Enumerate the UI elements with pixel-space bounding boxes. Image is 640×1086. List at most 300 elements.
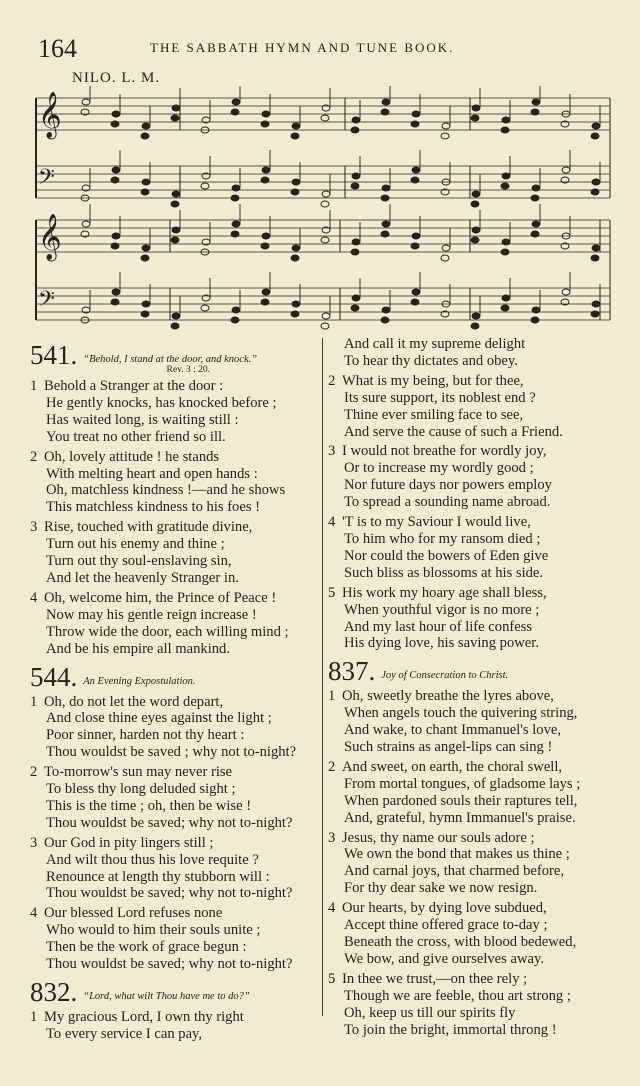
note-head <box>82 221 90 227</box>
note-head <box>142 123 150 129</box>
verse-line <box>328 336 613 353</box>
note-head <box>112 233 120 239</box>
verse-line <box>328 443 613 460</box>
line-text: And be his empire all mankind. <box>46 640 231 657</box>
verse-line <box>30 694 320 711</box>
treble-clef: 𝄞 <box>38 92 62 138</box>
verse-line <box>328 514 613 531</box>
note-head <box>171 115 179 121</box>
bass-clef: 𝄢 <box>38 165 55 195</box>
note-head <box>472 105 480 111</box>
stanza <box>328 336 613 370</box>
hymn-header <box>328 658 613 685</box>
line-text: And call it my supreme delight <box>344 336 526 352</box>
line-text: Oh, do not let the word depart, <box>44 693 224 710</box>
line-text: With melting heart and open hands : <box>46 465 258 482</box>
note-head <box>262 233 270 239</box>
line-text: Who would to him their souls unite ; <box>46 922 261 939</box>
line-text: And sweet, on earth, the choral swell, <box>342 758 563 775</box>
line-text: What is my being, but for thee, <box>342 372 524 389</box>
line-text: To join the bright, immortal throng ! <box>344 1021 557 1038</box>
note-head <box>351 127 359 133</box>
line-text: When pardoned souls their raptures tell, <box>344 792 578 809</box>
stanza <box>30 378 320 446</box>
verse-line <box>30 570 320 587</box>
stanza-number: 2 <box>328 758 336 775</box>
note-head <box>352 295 360 301</box>
verse-line <box>328 880 613 897</box>
note-head <box>201 305 209 311</box>
verse-line <box>328 830 613 847</box>
note-head <box>562 289 570 295</box>
stanza <box>30 519 320 587</box>
column-divider <box>322 338 323 1016</box>
note-head <box>291 189 299 195</box>
stanza-number: 4 <box>30 589 38 606</box>
line-text: And carnal joys, that charmed before, <box>344 863 565 880</box>
verse-line <box>30 815 320 832</box>
note-head <box>351 183 359 189</box>
note-head <box>562 167 570 173</box>
hymn-number: 541. <box>30 340 78 370</box>
note-head <box>232 307 240 313</box>
scripture-reference: Rev. 3 : 20. <box>166 365 210 375</box>
line-text: When youthful vigor is no more ; <box>344 601 540 618</box>
line-text: To him who for my ransom died ; <box>344 530 541 547</box>
line-text: My gracious Lord, I own thy right <box>44 1009 244 1025</box>
note-head <box>591 311 599 317</box>
line-text: He gently knocks, has knocked before ; <box>46 394 277 411</box>
note-head <box>201 183 209 189</box>
note-head <box>502 173 510 179</box>
verse-line <box>328 917 613 934</box>
line-text: Rise, touched with gratitude divine, <box>44 519 253 536</box>
line-text: Beneath the cross, with blood bedewed, <box>344 934 577 950</box>
line-text: And, grateful, hymn Immanuel's praise. <box>344 809 576 826</box>
line-text: In thee we trust,—on thee rely ; <box>342 970 528 987</box>
note-head <box>442 245 450 251</box>
verse-line <box>30 466 320 483</box>
line-text: To bless thy long deluded sight ; <box>46 781 236 798</box>
verse-line <box>30 727 320 744</box>
line-text: We own the bond that makes us thine ; <box>344 846 570 863</box>
stanza-number: 2 <box>30 448 38 465</box>
verse-line <box>328 1005 613 1022</box>
line-text: Oh, lovely attitude ! he stands <box>44 448 220 465</box>
note-head <box>292 245 300 251</box>
note-head <box>171 323 179 329</box>
note-head <box>352 117 360 123</box>
note-head <box>351 249 359 255</box>
stanza <box>328 443 613 511</box>
note-head <box>111 299 119 305</box>
line-text: Oh, matchless kindness !—and he shows <box>46 482 286 499</box>
stanza <box>328 373 613 441</box>
line-text: Such bliss as blossoms at his side. <box>344 564 544 581</box>
stanza-number: 4 <box>328 514 336 531</box>
stanza <box>30 694 320 762</box>
stanza-number: 1 <box>30 1009 38 1025</box>
note-head <box>291 311 299 317</box>
note-head <box>261 121 269 127</box>
note-head <box>322 313 330 319</box>
stanza-number: 1 <box>30 378 38 394</box>
line-text: Our hearts, by dying love subdued, <box>342 900 547 917</box>
note-head <box>501 127 509 133</box>
verse-line <box>30 835 320 852</box>
stanza <box>30 905 320 973</box>
verse-line <box>30 553 320 570</box>
verse-line <box>328 477 613 494</box>
line-text: Nor future days nor powers employ <box>344 477 552 494</box>
note-head <box>231 317 239 323</box>
stanza <box>328 971 613 1039</box>
stanza-number: 3 <box>30 834 38 851</box>
note-head <box>292 301 300 307</box>
verse-line <box>30 536 320 553</box>
note-head <box>291 255 299 261</box>
note-head <box>261 177 269 183</box>
note-head <box>381 109 389 115</box>
verse-line <box>30 781 320 798</box>
hymn-header <box>30 979 320 1006</box>
note-head <box>321 237 329 243</box>
line-text: To spread a sounding name abroad. <box>344 494 551 511</box>
note-head <box>262 111 270 117</box>
note-head <box>352 239 360 245</box>
hymn-title: “Behold, I stand at the door, and knock.” <box>83 354 258 365</box>
note-head <box>591 255 599 261</box>
verse-line <box>30 922 320 939</box>
note-head <box>262 289 270 295</box>
verse-line <box>30 429 320 446</box>
line-text: This matchless kindness to his foes ! <box>46 499 261 516</box>
verse-line <box>328 688 613 705</box>
line-text: You treat no other friend so ill. <box>46 428 226 445</box>
line-text: For thy dear sake we now resign. <box>344 880 538 897</box>
line-text: Our God in pity lingers still ; <box>44 834 214 851</box>
stanza <box>328 585 613 653</box>
line-text: And wilt thou thus his love requite ? <box>46 851 259 868</box>
verse-line <box>328 460 613 477</box>
stanza <box>30 590 320 658</box>
verse-line <box>30 412 320 429</box>
line-text: 'T is to my Saviour I would live, <box>342 514 531 531</box>
note-head <box>322 191 330 197</box>
line-text: To every service I can pay, <box>46 1025 203 1042</box>
note-head <box>352 173 360 179</box>
line-text: To hear thy dictates and obey. <box>344 352 518 369</box>
verse-line <box>30 905 320 922</box>
line-text: Thine ever smiling face to see, <box>344 406 524 423</box>
line-text: His dying love, his saving power. <box>344 635 539 652</box>
note-head <box>232 185 240 191</box>
note-head <box>321 201 329 207</box>
note-head <box>591 189 599 195</box>
verse-line <box>328 548 613 565</box>
hymn-title: An Evening Expostulation. <box>83 675 196 687</box>
note-head <box>472 313 480 319</box>
verse-line <box>30 1026 320 1043</box>
line-text: Now may his gentle reign increase ! <box>46 606 257 623</box>
note-head <box>262 167 270 173</box>
line-text: Though we are feeble, thou art strong ; <box>344 987 571 1004</box>
note-head <box>411 243 419 249</box>
verse-line <box>328 565 613 582</box>
note-head <box>532 307 540 313</box>
left-column <box>30 336 320 1043</box>
verse-line <box>328 373 613 390</box>
note-head <box>351 305 359 311</box>
line-text: Thou wouldst be saved; why not to-night? <box>46 814 293 831</box>
note-head <box>531 317 539 323</box>
verse-line <box>328 988 613 1005</box>
line-text: Oh, keep us till our spirits fly <box>344 1004 516 1021</box>
music-score <box>0 86 640 336</box>
note-head <box>141 189 149 195</box>
stanza <box>328 759 613 827</box>
line-text: Thou wouldst be saved ; why not to-night? <box>46 744 297 761</box>
note-head <box>231 231 239 237</box>
line-text: And let the heavenly Stranger in. <box>46 569 239 586</box>
note-head <box>472 191 480 197</box>
verse-line <box>30 482 320 499</box>
line-text: We bow, and give ourselves away. <box>344 950 544 967</box>
line-text: I would not breathe for wordly joy, <box>342 443 547 460</box>
note-head <box>471 115 479 121</box>
note-head <box>141 311 149 317</box>
hymn-number: 544. <box>30 661 78 692</box>
note-head <box>501 183 509 189</box>
stanza-number: 5 <box>328 970 336 987</box>
note-head <box>382 307 390 313</box>
hymn-number: 832. <box>30 977 78 1007</box>
verse-line <box>328 531 613 548</box>
note-head <box>471 201 479 207</box>
note-head <box>532 221 540 227</box>
note-head <box>411 177 419 183</box>
note-head <box>231 195 239 201</box>
verse-line <box>30 744 320 761</box>
note-head <box>472 227 480 233</box>
note-head <box>112 289 120 295</box>
stanza-number: 1 <box>30 693 38 710</box>
line-text: Oh, sweetly breathe the lyres above, <box>342 688 554 705</box>
note-head <box>111 177 119 183</box>
verse-line <box>328 407 613 424</box>
verse-line <box>30 956 320 973</box>
verse-line <box>30 499 320 516</box>
note-head <box>381 231 389 237</box>
right-column <box>328 336 613 1038</box>
line-text: Nor could the bowers of Eden give <box>344 547 549 564</box>
hymn-number: 837. <box>328 656 376 687</box>
verse-line <box>328 863 613 880</box>
note-head <box>321 323 329 329</box>
stanza <box>30 764 320 832</box>
treble-clef: 𝄞 <box>38 214 62 260</box>
note-head <box>412 167 420 173</box>
note-head <box>142 245 150 251</box>
verse-line <box>30 1009 320 1026</box>
stanza <box>30 835 320 903</box>
verse-line <box>328 494 613 511</box>
note-head <box>411 121 419 127</box>
note-head <box>592 245 600 251</box>
hymn-title: “Lord, what wilt Thou have me to do?” <box>83 991 250 1002</box>
note-head <box>141 255 149 261</box>
note-head <box>172 191 180 197</box>
note-head <box>232 221 240 227</box>
note-head <box>381 317 389 323</box>
note-head <box>261 299 269 305</box>
line-text: Oh, welcome him, the Prince of Peace ! <box>44 589 277 606</box>
note-head <box>382 185 390 191</box>
note-head <box>441 255 449 261</box>
note-head <box>532 99 540 105</box>
stanza-number: 5 <box>328 584 336 601</box>
tune-name: NILO. L. M. <box>72 70 161 86</box>
note-head <box>171 237 179 243</box>
line-text: Thou wouldst be saved; why not to-night? <box>46 956 293 973</box>
verse-line <box>30 852 320 869</box>
verse-line <box>328 722 613 739</box>
note-head <box>592 301 600 307</box>
note-head <box>172 227 180 233</box>
verse-line <box>30 885 320 902</box>
note-head <box>141 133 149 139</box>
verse-line <box>328 390 613 407</box>
note-head <box>292 179 300 185</box>
note-head <box>382 221 390 227</box>
verse-line <box>30 624 320 641</box>
verse-line <box>30 764 320 781</box>
line-text: And my last hour of life confess <box>344 618 533 635</box>
note-head <box>592 123 600 129</box>
line-text: Our blessed Lord refuses none <box>44 905 223 922</box>
note-head <box>531 109 539 115</box>
line-text: Or to increase my wordly good ; <box>344 460 534 477</box>
hymn-header <box>30 661 320 692</box>
stanza-number: 1 <box>328 688 336 705</box>
bass-clef: 𝄢 <box>38 287 55 317</box>
stanza-number: 3 <box>328 829 336 846</box>
stanza-number: 4 <box>328 900 336 917</box>
verse-line <box>30 869 320 886</box>
verse-line <box>30 395 320 412</box>
verse-line <box>30 939 320 956</box>
line-text: Turn out thy soul-enslaving sin, <box>46 553 232 570</box>
note-head <box>412 289 420 295</box>
note-head <box>261 243 269 249</box>
line-text: Such strains as angel-lips can sing ! <box>344 739 553 756</box>
stanza <box>30 449 320 517</box>
verse-line <box>30 590 320 607</box>
note-head <box>502 295 510 301</box>
verse-line <box>328 846 613 863</box>
verse-line <box>328 635 613 652</box>
note-head <box>172 105 180 111</box>
note-head <box>292 123 300 129</box>
note-head <box>471 323 479 329</box>
note-head <box>531 231 539 237</box>
stanza <box>328 830 613 898</box>
line-text: And wake, to chant Immanuel's love, <box>344 722 562 739</box>
note-head <box>172 313 180 319</box>
verse-line <box>328 793 613 810</box>
note-head <box>442 123 450 129</box>
note-head <box>471 237 479 243</box>
verse-line <box>328 934 613 951</box>
note-head <box>501 305 509 311</box>
line-text: Turn out his enemy and thine ; <box>46 536 225 553</box>
note-head <box>381 195 389 201</box>
verse-line <box>328 619 613 636</box>
verse-line <box>328 971 613 988</box>
stanza-number: 3 <box>328 443 336 460</box>
page-number: 164 <box>38 34 77 63</box>
note-head <box>111 121 119 127</box>
line-text: Accept thine offered grace to-day ; <box>344 917 548 934</box>
note-head <box>171 201 179 207</box>
verse-line <box>328 739 613 756</box>
note-head <box>411 299 419 305</box>
note-head <box>531 195 539 201</box>
stanza-number: 2 <box>30 764 38 781</box>
verse-line <box>328 1022 613 1039</box>
line-text: Its sure support, its noblest end ? <box>344 389 536 406</box>
running-title: THE SABBATH HYMN AND TUNE BOOK. <box>150 40 455 55</box>
line-text: When angels touch the quivering string, <box>344 705 578 722</box>
note-head <box>232 99 240 105</box>
verse-line <box>328 424 613 441</box>
note-head <box>291 133 299 139</box>
note-head <box>231 109 239 115</box>
note-head <box>532 185 540 191</box>
verse-line <box>328 705 613 722</box>
line-text: Has waited long, is waiting still : <box>46 411 239 428</box>
verse-line <box>328 810 613 827</box>
note-head <box>592 179 600 185</box>
verse-line <box>328 951 613 968</box>
stanza <box>328 688 613 756</box>
note-head <box>501 249 509 255</box>
line-text: Behold a Stranger at the door : <box>44 378 224 394</box>
line-text: And serve the cause of such a Friend. <box>344 423 563 440</box>
stanza-number: 4 <box>30 905 38 922</box>
note-head <box>502 239 510 245</box>
line-text: Poor sinner, harden not thy heart : <box>46 727 245 744</box>
verse-line <box>30 798 320 815</box>
verse-line <box>328 776 613 793</box>
note-head <box>591 133 599 139</box>
note-head <box>112 111 120 117</box>
line-text: To-morrow's sun may never rise <box>44 764 233 781</box>
line-text: Jesus, thy name our souls adore ; <box>342 829 535 846</box>
note-head <box>111 243 119 249</box>
line-text: Thou wouldst be saved; why not to-night? <box>46 885 293 902</box>
verse-line <box>328 759 613 776</box>
stanza-number: 3 <box>30 519 38 536</box>
note-head <box>82 99 90 105</box>
note-head <box>502 117 510 123</box>
note-head <box>112 167 120 173</box>
verse-line <box>30 378 320 395</box>
verse-line <box>30 607 320 624</box>
note-head <box>412 233 420 239</box>
stanza <box>328 900 613 968</box>
stanza-number: 2 <box>328 372 336 389</box>
